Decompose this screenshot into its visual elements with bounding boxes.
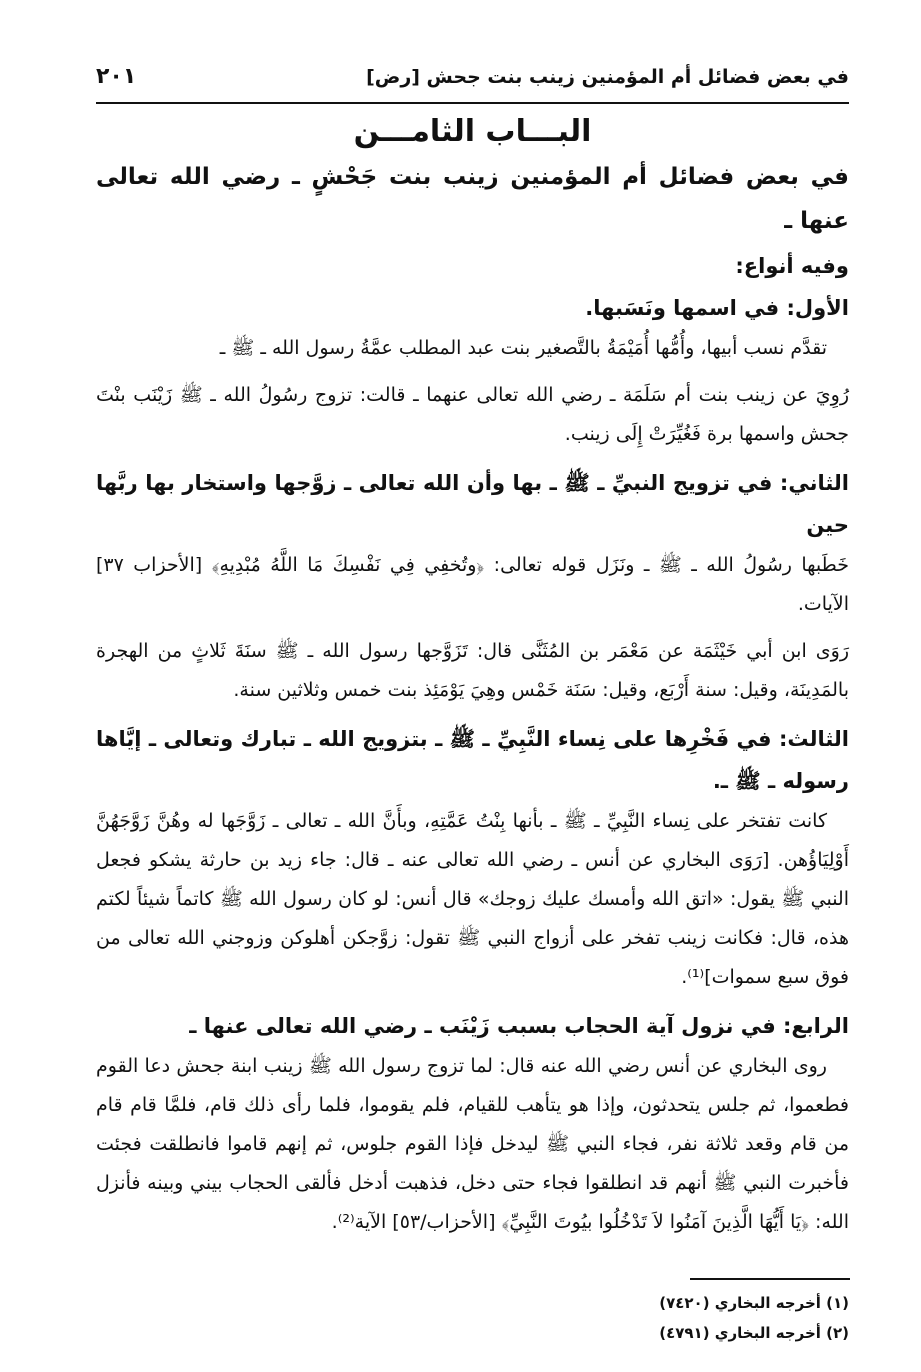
section-1-paragraph-1: تقدَّم نسب أبيها، وأُمُّها أُمَيْمَةُ بالتَّصغير بنت عبد المطلب عمَّةُ رسول الله ـ ﷺ ـ: [219, 337, 827, 359]
footnotes: [659, 1288, 849, 1348]
section-heading-3: الثالث: في فَخْرِها على نِساء النَّبِيِّ ـ ﷺ ـ بتزويج الله ـ تبارك وتعالى ـ إيَّاها رسوله ـ ﷺ ـ.: [96, 727, 849, 793]
footnote-separator: [690, 1278, 850, 1280]
section-heading-1: الأول: في اسمها ونَسَبها.: [585, 296, 849, 320]
page-body: [96, 110, 849, 1250]
page-header: [96, 60, 849, 104]
section-1-paragraph-2: رُوِيَ عن زينب بنت أم سَلَمَة ـ رضي الله تعالى عنهما ـ قالت: تزوج رسُولُ الله ـ ﷺ زَيْنَب بنْتَ جحش واسمها برة فَغُيِّرَتْ إِلَى زينب.: [96, 384, 849, 445]
section-heading-2: الثاني: في تزويج النبيِّ ـ ﷺ ـ بها وأن الله تعالى ـ زوَّجها واستخار بها ربَّها حين: [96, 471, 849, 537]
chapter-title: البـــاب الثامـــن: [353, 114, 592, 149]
chapter-subtitle: في بعض فضائل أم المؤمنين زينب بنت جَحْشٍ ـ رضي الله تعالى عنها ـ: [96, 164, 849, 234]
footnote-2: (٢) أخرجه البخاري (٤٧٩١): [659, 1324, 849, 1342]
footnote-1: (١) أخرجه البخاري (٧٤٢٠): [659, 1294, 849, 1312]
section-3-paragraph-1: كانت تفتخر على نِساء النَّبِيِّ ـ ﷺ ـ بأنها بِنْتُ عَمَّتِهِ، وبأَنَّ الله ـ تعالى ـ زَوَّجَها له وهُنَّ زَوَّجَهُنَّ أَوْلِيَاؤُهن. [رَوَى البخاري عن أنس ـ رضي الله تعالى عنه ـ قال: جاء زيد بن حارثة يشكو فجعل النبي ﷺ يقول: «اتق الله وأمسك عليك زوجك» قال أنس: لو كان رسول الله ﷺ كاتماً شيئاً لكتم هذه، قال: فكانت زينب تفخر على أزواج النبي ﷺ تقول: زوَّجكن أهلوكن وزوجني الله تعالى من فوق سبع سموات]⁽¹⁾.: [96, 810, 849, 988]
section-heading-4: الرابع: في نزول آية الحجاب بسبب زَيْنَب ـ رضي الله تعالى عنها ـ: [189, 1014, 849, 1038]
section-4-paragraph-1: روى البخاري عن أنس رضي الله عنه قال: لما تزوج رسول الله ﷺ زينب ابنة جحش دعا القوم فطعموا، ثم جلس يتحدثون، وإذا هو يتأهب للقيام، فلم يقوموا، فلما رأى ذلك قام، فلمَّا قام قام من قام وقعد ثلاثة نفر، فجاء النبي ﷺ ليدخل فإذا القوم جلوس، ثم إنهم قاموا فانطلقت فجئت فأخبرت النبي ﷺ أنهم قد انطلقوا فجاء حتى دخل، فذهبت أدخل فألقى الحجاب بيني وبينه فأنزل الله: ﴿يَا أَيُّهَا الَّذِينَ آمَنُوا لاَ تَدْخُلُوا بيُوتَ النَّبِيِّ﴾ [الأحزاب/٥٣] الآية⁽²⁾.: [96, 1055, 849, 1233]
page-number: ٢٠١: [96, 64, 137, 89]
section-2-paragraph-1: خَطَبها رسُولُ الله ـ ﷺ ـ ونَزَل قوله تعالى: ﴿وتُخفِي فِي نَفْسِكَ مَا اللَّهُ مُبْدِيهِ﴾ [الأحزاب ٣٧] الآيات.: [96, 554, 849, 615]
intro-heading: وفيه أنواع:: [735, 254, 849, 278]
section-2-paragraph-2: رَوَى ابن أبي خَيْثَمَة عن مَعْمَر بن المُثَنَّى قال: تَزَوَّجها رسول الله ـ ﷺ سنَةَ ثَلاثٍ من الهجرة بالمَدِينَة، وقيل: سنة أَرْبَع، وقيل: سَنَة خَمْس وهِيَ يَوْمَئِذ بنت خمس وثلاثين سنة.: [96, 640, 849, 701]
running-title: في بعض فضائل أم المؤمنين زينب بنت جحش [رض]: [366, 66, 849, 88]
